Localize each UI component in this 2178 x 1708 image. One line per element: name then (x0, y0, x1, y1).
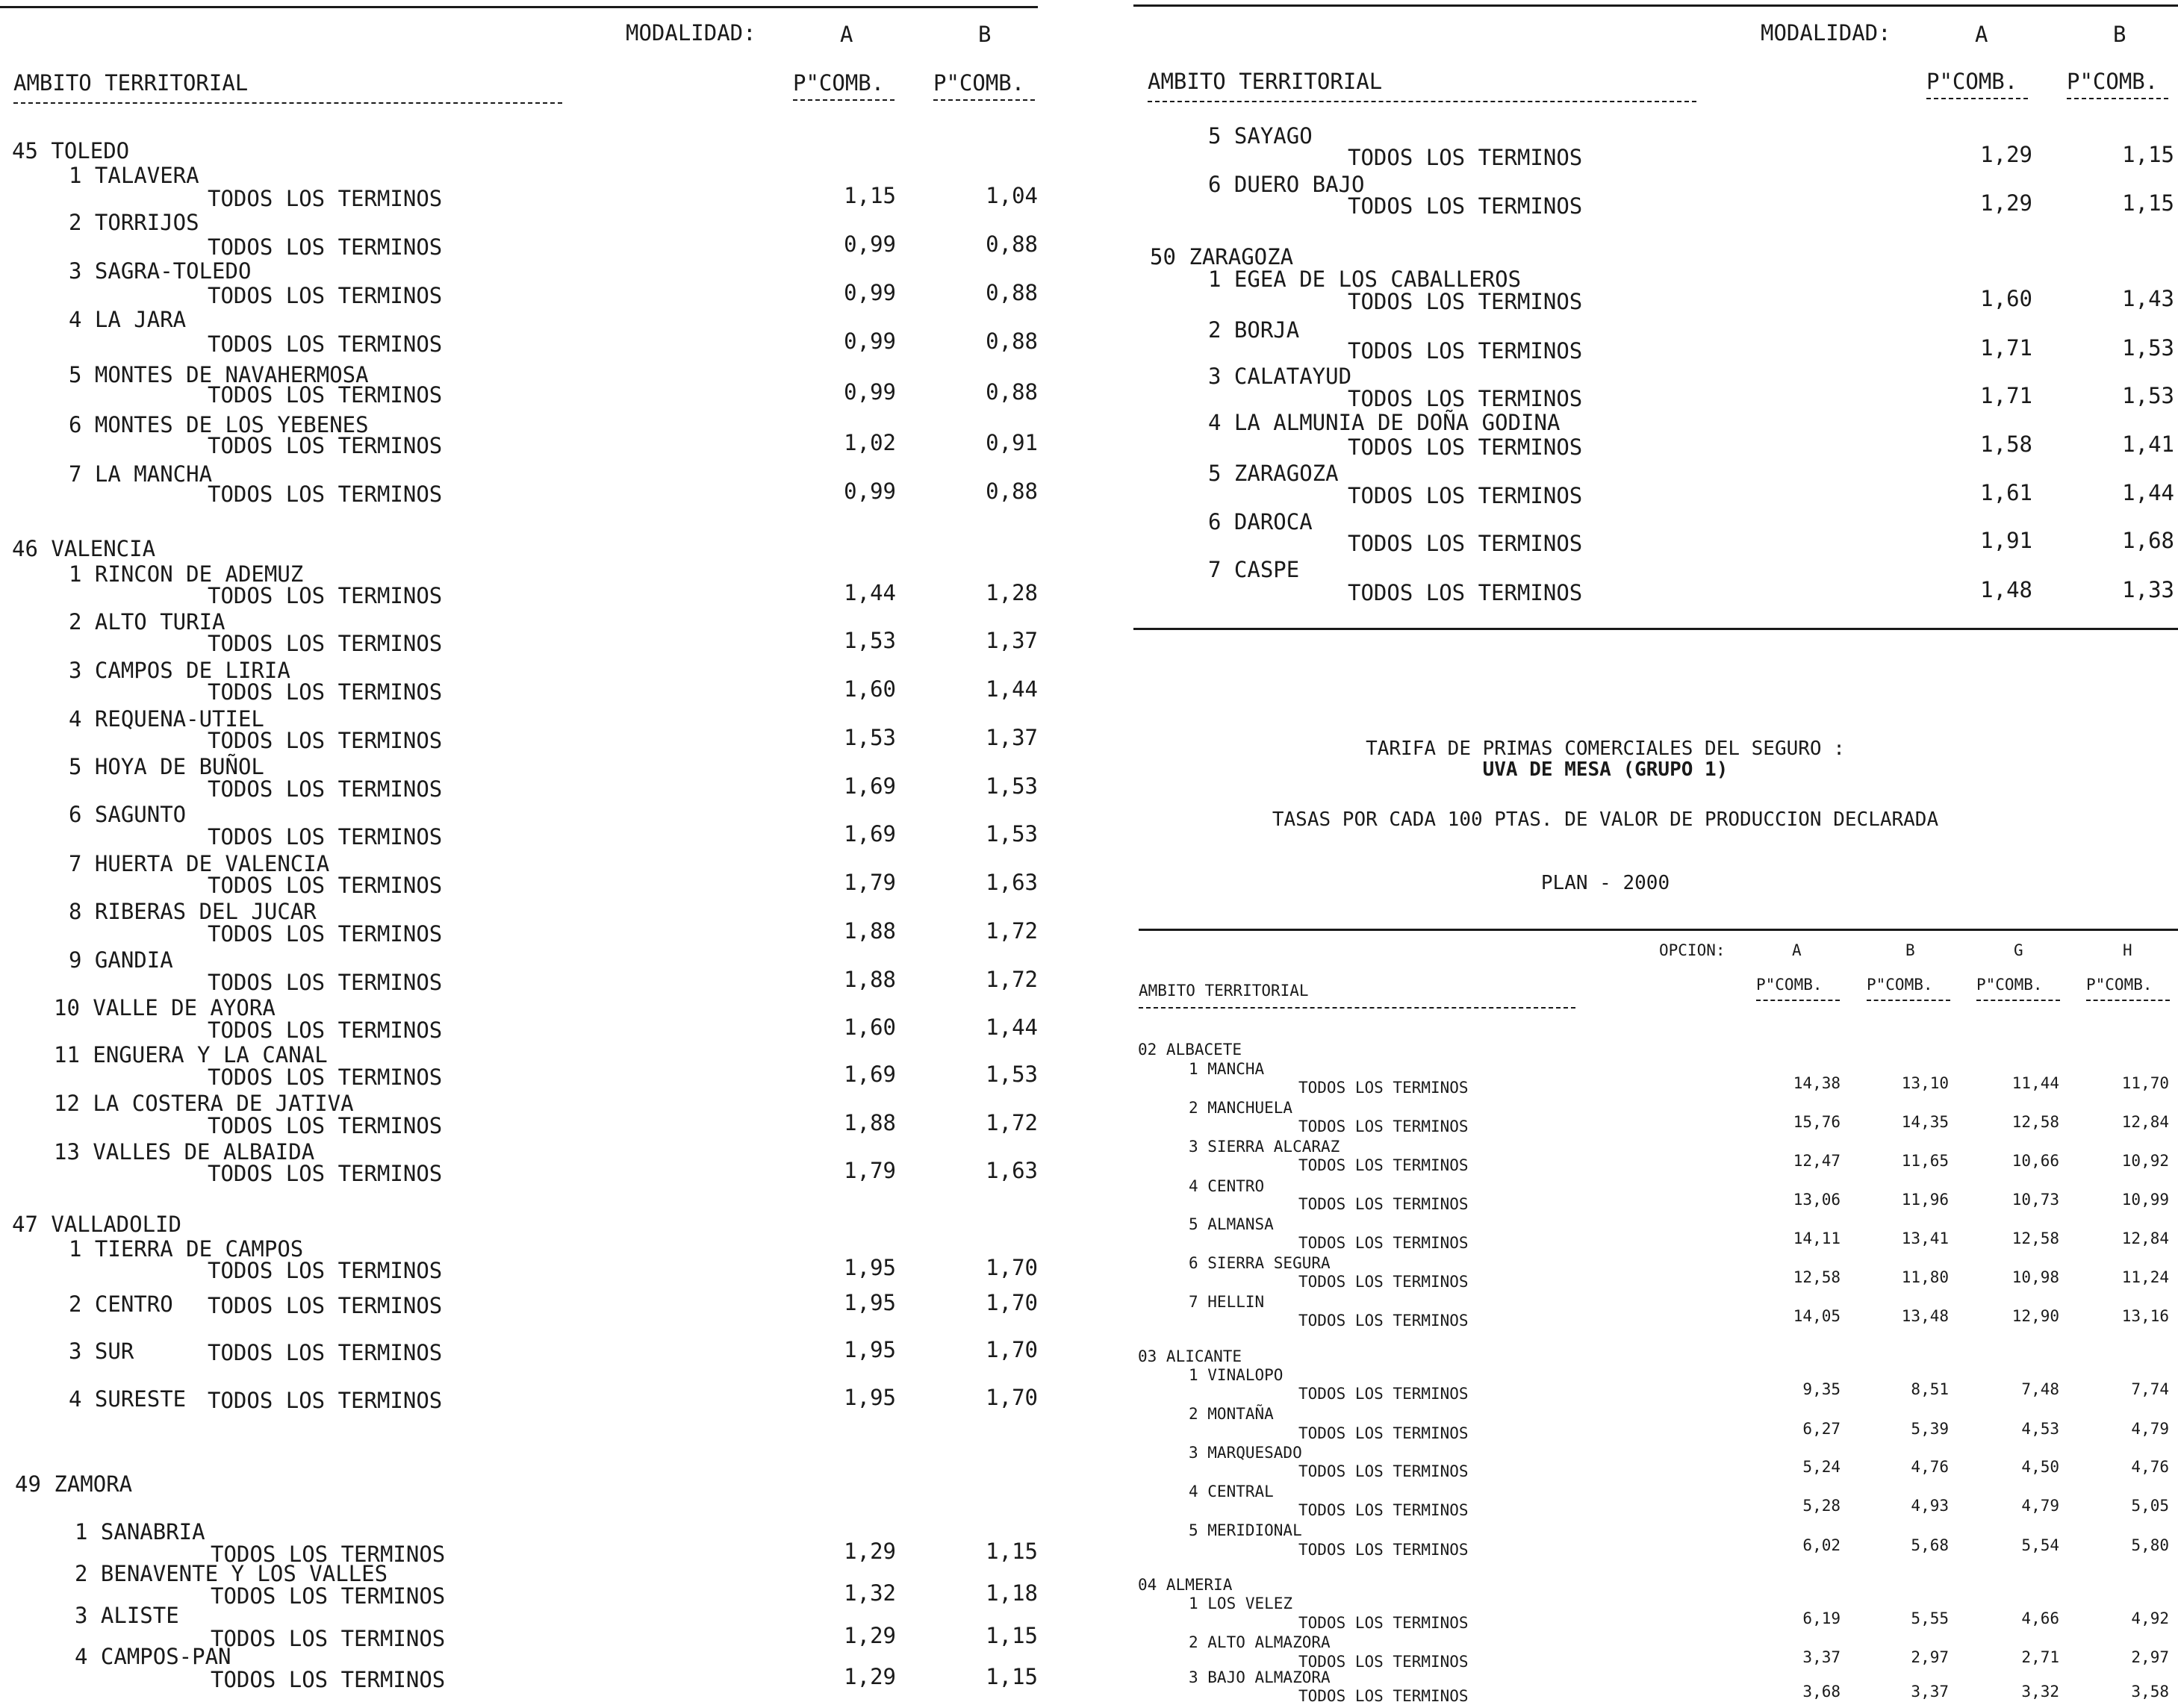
value-a: 1,29 (1980, 142, 2032, 167)
terms-label: TODOS LOS TERMINOS (1298, 1079, 1469, 1097)
tarifa-title-line2: UVA DE MESA (GRUPO 1) (1482, 758, 1729, 781)
terms-label: TODOS LOS TERMINOS (208, 1293, 443, 1318)
value-a: 1,91 (1980, 528, 2032, 553)
value-b: 4,93 (1911, 1497, 1949, 1515)
province-name: 47 VALLADOLID (12, 1212, 181, 1237)
ambito-underline (13, 102, 562, 104)
terms-label: TODOS LOS TERMINOS (208, 1258, 443, 1283)
terms-label: TODOS LOS TERMINOS (208, 728, 443, 753)
comarca-name: 3 SUR (69, 1338, 134, 1364)
terms-label: TODOS LOS TERMINOS (208, 824, 443, 850)
comarca-name: 8 RIBERAS DEL JUCAR (69, 899, 317, 924)
value-b: 11,96 (1901, 1191, 1949, 1209)
comarca-name: 4 REQUENA-UTIEL (69, 706, 264, 732)
comarca-name: 4 LA ALMUNIA DE DOÑA GODINA (1208, 410, 1561, 435)
comarca-name: 5 ALMANSA (1189, 1215, 1274, 1233)
value-a: 3,68 (1802, 1683, 1841, 1701)
comarca-name: 7 CASPE (1208, 557, 1300, 582)
comarca-name: 13 VALLES DE ALBAIDA (54, 1139, 315, 1165)
value-b: 1,41 (2122, 431, 2174, 457)
comarca-name: 5 ZARAGOZA (1208, 461, 1339, 486)
value-b: 1,37 (986, 725, 1038, 750)
terms-label: TODOS LOS TERMINOS (208, 331, 443, 357)
value-b: 1,72 (986, 918, 1038, 944)
value-a: 1,61 (1980, 480, 2032, 505)
col-b-label: B (2113, 22, 2126, 47)
value-a: 5,28 (1802, 1497, 1841, 1515)
col-b-header: P"COMB. (1867, 976, 1933, 994)
value-b: 1,70 (986, 1385, 1038, 1410)
value-b: 1,53 (986, 773, 1038, 799)
value-b: 1,53 (986, 1062, 1038, 1087)
value-a: 1,69 (844, 821, 896, 847)
col-a-header: P"COMB. (1756, 976, 1823, 994)
col-a-underline (793, 99, 894, 101)
value-b: 1,15 (2122, 190, 2174, 216)
value-a: 9,35 (1802, 1380, 1841, 1398)
value-a: 0,99 (844, 231, 896, 257)
value-b: 0,88 (986, 328, 1038, 354)
comarca-name: 1 TALAVERA (69, 163, 199, 188)
comarca-name: 6 DUERO BAJO (1208, 172, 1365, 197)
value-b: 0,88 (986, 231, 1038, 257)
value-a: 6,27 (1802, 1420, 1841, 1438)
value-b: 1,53 (986, 821, 1038, 847)
terms-label: TODOS LOS TERMINOS (208, 970, 443, 995)
terms-label: TODOS LOS TERMINOS (1348, 434, 1583, 460)
value-b: 1,44 (986, 676, 1038, 702)
value-a: 1,53 (844, 725, 896, 750)
tarifa-title-line1: TARIFA DE PRIMAS COMERCIALES DEL SEGURO : (1366, 738, 1845, 760)
value-b: 1,04 (986, 183, 1038, 208)
comarca-name: 2 ALTO ALMAZORA (1189, 1633, 1331, 1651)
comarca-name: 3 SIERRA ALCARAZ (1189, 1138, 1340, 1156)
value-b: 13,48 (1901, 1307, 1949, 1325)
col-a-header: P"COMB. (793, 70, 885, 96)
value-b: 1,63 (986, 1158, 1038, 1183)
value-a: 1,71 (1980, 335, 2032, 361)
value-a: 1,58 (1980, 431, 2032, 457)
comarca-name: 2 ALTO TURIA (69, 609, 225, 635)
terms-label: TODOS LOS TERMINOS (208, 186, 443, 211)
comarca-name: 2 MONTAÑA (1189, 1405, 1274, 1423)
value-b: 1,37 (986, 628, 1038, 653)
value-b: 3,37 (1911, 1683, 1949, 1701)
terms-label: TODOS LOS TERMINOS (208, 1388, 443, 1413)
col-b-underline (933, 99, 1035, 101)
terms-label: TODOS LOS TERMINOS (1298, 1424, 1469, 1442)
terms-label: TODOS LOS TERMINOS (208, 583, 443, 608)
terms-label: TODOS LOS TERMINOS (1348, 531, 1583, 556)
value-a: 12,58 (1793, 1268, 1841, 1286)
value-h: 13,16 (2121, 1307, 2169, 1325)
comarca-name: 1 RINCON DE ADEMUZ (69, 561, 304, 587)
comarca-name: 6 MONTES DE LOS YEBENES (69, 412, 369, 437)
value-g: 2,71 (2021, 1648, 2059, 1666)
comarca-name: 3 MARQUESADO (1189, 1444, 1302, 1462)
value-b: 0,88 (986, 280, 1038, 305)
comarca-name: 3 ALISTE (75, 1603, 179, 1628)
value-h: 11,70 (2121, 1074, 2169, 1092)
terms-label: TODOS LOS TERMINOS (208, 1113, 443, 1138)
terms-label: TODOS LOS TERMINOS (1348, 580, 1583, 605)
value-g: 4,66 (2021, 1609, 2059, 1627)
comarca-name: 7 LA MANCHA (69, 461, 213, 487)
value-b: 1,70 (986, 1290, 1038, 1315)
terms-label: TODOS LOS TERMINOS (1348, 289, 1583, 314)
comarca-name: 6 SAGUNTO (69, 802, 187, 827)
col-b-label: B (978, 22, 992, 47)
col-b-underline (2067, 98, 2168, 99)
terms-label: TODOS LOS TERMINOS (208, 382, 443, 408)
comarca-name: 4 CENTRAL (1189, 1483, 1274, 1500)
value-a: 5,24 (1802, 1458, 1841, 1476)
comarca-name: 4 CAMPOS-PAN (75, 1644, 231, 1669)
terms-label: TODOS LOS TERMINOS (1298, 1385, 1469, 1403)
value-a: 1,95 (844, 1337, 896, 1362)
value-b: 1,70 (986, 1255, 1038, 1280)
value-h: 2,97 (2131, 1648, 2169, 1666)
value-h: 10,99 (2121, 1191, 2169, 1209)
col-b-underline (1867, 1000, 1950, 1001)
col-b-header: P"COMB. (2067, 69, 2159, 94)
value-a: 6,02 (1802, 1536, 1841, 1554)
comarca-name: 11 ENGUERA Y LA CANAL (54, 1042, 328, 1068)
terms-label: TODOS LOS TERMINOS (1298, 1614, 1469, 1632)
terms-label: TODOS LOS TERMINOS (1298, 1234, 1469, 1252)
value-a: 14,11 (1793, 1229, 1841, 1247)
value-a: 14,38 (1793, 1074, 1841, 1092)
value-a: 1,79 (844, 1158, 896, 1183)
value-b: 5,39 (1911, 1420, 1949, 1438)
value-a: 1,48 (1980, 577, 2032, 602)
province-name: 50 ZARAGOZA (1150, 244, 1294, 269)
value-b: 13,10 (1901, 1074, 1949, 1092)
comarca-name: 1 VINALOPO (1189, 1366, 1284, 1384)
col-a-label: A (1792, 941, 1802, 959)
terms-label: TODOS LOS TERMINOS (208, 1017, 443, 1043)
value-b: 1,33 (2122, 577, 2174, 602)
value-b: 0,88 (986, 379, 1038, 405)
province-name: 04 ALMERIA (1138, 1576, 1233, 1594)
value-g: 10,66 (2011, 1152, 2059, 1170)
value-a: 13,06 (1793, 1191, 1841, 1209)
value-a: 1,69 (844, 1062, 896, 1087)
value-h: 4,79 (2131, 1420, 2169, 1438)
ambito-header: AMBITO TERRITORIAL (13, 70, 249, 96)
terms-label: TODOS LOS TERMINOS (1298, 1462, 1469, 1480)
opcion-label: OPCION: (1659, 941, 1726, 959)
terms-label: TODOS LOS TERMINOS (208, 481, 443, 507)
value-b: 5,68 (1911, 1536, 1949, 1554)
comarca-name: 5 MERIDIONAL (1189, 1521, 1302, 1539)
value-a: 1,53 (844, 628, 896, 653)
value-b: 1,43 (2122, 286, 2174, 311)
comarca-name: 4 SURESTE (69, 1386, 187, 1412)
value-a: 1,29 (844, 1664, 896, 1689)
col-h-header: P"COMB. (2086, 976, 2153, 994)
value-a: 1,88 (844, 967, 896, 992)
value-a: 1,29 (844, 1539, 896, 1564)
comarca-name: 2 BORJA (1208, 317, 1300, 343)
terms-label: TODOS LOS TERMINOS (1298, 1195, 1469, 1213)
value-g: 12,58 (2011, 1113, 2059, 1131)
province-name: 46 VALENCIA (12, 536, 156, 561)
comarca-name: 2 CENTRO (69, 1291, 173, 1317)
value-a: 1,60 (1980, 286, 2032, 311)
value-b: 1,44 (986, 1014, 1038, 1040)
comarca-name: 6 SIERRA SEGURA (1189, 1254, 1331, 1272)
value-h: 5,05 (2131, 1497, 2169, 1515)
value-a: 0,99 (844, 280, 896, 305)
value-a: 1,02 (844, 430, 896, 455)
comarca-name: 5 HOYA DE BUÑOL (69, 754, 264, 779)
col-b-header: P"COMB. (933, 70, 1025, 96)
col-a-underline (1756, 1000, 1840, 1001)
comarca-name: 10 VALLE DE AYORA (54, 995, 276, 1020)
value-b: 1,28 (986, 580, 1038, 605)
value-a: 1,79 (844, 870, 896, 895)
comarca-name: 5 SAYAGO (1208, 123, 1313, 149)
terms-label: TODOS LOS TERMINOS (1298, 1312, 1469, 1330)
col-h-label: H (2123, 941, 2132, 959)
value-g: 10,73 (2011, 1191, 2059, 1209)
comarca-name: 1 TIERRA DE CAMPOS (69, 1236, 304, 1262)
ambito-underline (1148, 101, 1696, 102)
ambito-underline (1139, 1007, 1575, 1009)
terms-label: TODOS LOS TERMINOS (1298, 1273, 1469, 1291)
value-a: 1,60 (844, 1014, 896, 1040)
value-g: 12,58 (2011, 1229, 2059, 1247)
col-g-underline (1976, 1000, 2060, 1001)
modalidad-label: MODALIDAD: (626, 20, 756, 46)
value-b: 14,35 (1901, 1113, 1949, 1131)
value-b: 1,53 (2122, 335, 2174, 361)
comarca-name: 4 CENTRO (1189, 1177, 1265, 1195)
terms-label: TODOS LOS TERMINOS (208, 679, 443, 705)
terms-label: TODOS LOS TERMINOS (208, 873, 443, 898)
top-rule (1139, 929, 2178, 931)
comarca-name: 3 CALATAYUD (1208, 364, 1352, 389)
value-h: 4,76 (2131, 1458, 2169, 1476)
value-h: 11,24 (2121, 1268, 2169, 1286)
value-b: 1,63 (986, 870, 1038, 895)
value-h: 4,92 (2131, 1609, 2169, 1627)
comarca-name: 2 TORRIJOS (69, 210, 199, 235)
col-g-label: G (2014, 941, 2023, 959)
comarca-name: 3 BAJO ALMAZORA (1189, 1668, 1331, 1686)
value-g: 4,79 (2021, 1497, 2059, 1515)
value-g: 3,32 (2021, 1683, 2059, 1701)
value-a: 1,95 (844, 1385, 896, 1410)
ambito-header: AMBITO TERRITORIAL (1148, 69, 1383, 94)
comarca-name: 1 MANCHA (1189, 1060, 1265, 1078)
comarca-name: 6 DAROCA (1208, 509, 1313, 534)
terms-label: TODOS LOS TERMINOS (1348, 193, 1583, 219)
value-h: 5,80 (2131, 1536, 2169, 1554)
value-b: 1,15 (986, 1664, 1038, 1689)
terms-label: TODOS LOS TERMINOS (211, 1667, 446, 1692)
comarca-name: 1 EGEA DE LOS CABALLEROS (1208, 267, 1522, 292)
value-a: 1,32 (844, 1580, 896, 1606)
value-a: 12,47 (1793, 1152, 1841, 1170)
value-a: 3,37 (1802, 1648, 1841, 1666)
value-a: 1,88 (844, 918, 896, 944)
comarca-name: 2 BENAVENTE Y LOS VALLES (75, 1561, 388, 1586)
value-b: 5,55 (1911, 1609, 1949, 1627)
col-a-header: P"COMB. (1926, 69, 2018, 94)
value-b: 1,72 (986, 967, 1038, 992)
value-g: 5,54 (2021, 1536, 2059, 1554)
value-a: 0,99 (844, 479, 896, 504)
comarca-name: 1 LOS VELEZ (1189, 1595, 1293, 1612)
terms-label: TODOS LOS TERMINOS (208, 283, 443, 308)
terms-label: TODOS LOS TERMINOS (211, 1626, 446, 1651)
value-g: 4,50 (2021, 1458, 2059, 1476)
top-rule (0, 6, 1038, 8)
value-g: 10,98 (2011, 1268, 2059, 1286)
province-name: 45 TOLEDO (12, 138, 130, 163)
bottom-rule (1133, 628, 2178, 630)
comarca-name: 1 SANABRIA (75, 1519, 205, 1545)
value-a: 15,76 (1793, 1113, 1841, 1131)
terms-label: TODOS LOS TERMINOS (208, 631, 443, 656)
value-g: 4,53 (2021, 1420, 2059, 1438)
value-b: 13,41 (1901, 1229, 1949, 1247)
value-b: 11,65 (1901, 1152, 1949, 1170)
value-h: 7,74 (2131, 1380, 2169, 1398)
value-a: 1,60 (844, 676, 896, 702)
value-b: 4,76 (1911, 1458, 1949, 1476)
value-h: 3,58 (2131, 1683, 2169, 1701)
value-b: 1,72 (986, 1110, 1038, 1135)
comarca-name: 3 CAMPOS DE LIRIA (69, 658, 290, 683)
value-a: 1,95 (844, 1255, 896, 1280)
terms-label: TODOS LOS TERMINOS (208, 1161, 443, 1186)
value-a: 6,19 (1802, 1609, 1841, 1627)
value-a: 0,99 (844, 379, 896, 405)
col-a-underline (1926, 98, 2028, 99)
value-a: 1,15 (844, 183, 896, 208)
value-g: 7,48 (2021, 1380, 2059, 1398)
terms-label: TODOS LOS TERMINOS (211, 1583, 446, 1609)
tarifa-subtitle: TASAS POR CADA 100 PTAS. DE VALOR DE PRODUCCION DECLARADA (1272, 808, 1939, 831)
ambito-header: AMBITO TERRITORIAL (1139, 982, 1309, 1000)
value-b: 1,44 (2122, 480, 2174, 505)
province-name: 02 ALBACETE (1138, 1041, 1242, 1059)
comarca-name: 7 HUERTA DE VALENCIA (69, 851, 330, 876)
value-a: 1,88 (844, 1110, 896, 1135)
comarca-name: 12 LA COSTERA DE JATIVA (54, 1091, 354, 1116)
value-b: 2,97 (1911, 1648, 1949, 1666)
terms-label: TODOS LOS TERMINOS (1348, 145, 1583, 170)
value-b: 1,53 (2122, 383, 2174, 408)
value-g: 11,44 (2011, 1074, 2059, 1092)
value-a: 1,95 (844, 1290, 896, 1315)
terms-label: TODOS LOS TERMINOS (1298, 1653, 1469, 1671)
terms-label: TODOS LOS TERMINOS (1298, 1687, 1469, 1705)
plan-label: PLAN - 2000 (1540, 872, 1670, 894)
value-a: 1,69 (844, 773, 896, 799)
comarca-name: 5 MONTES DE NAVAHERMOSA (69, 362, 369, 387)
col-a-label: A (840, 22, 853, 47)
value-h: 12,84 (2121, 1113, 2169, 1131)
value-a: 1,44 (844, 580, 896, 605)
col-b-label: B (1905, 941, 1915, 959)
value-b: 1,15 (2122, 142, 2174, 167)
value-a: 1,29 (844, 1623, 896, 1648)
terms-label: TODOS LOS TERMINOS (208, 1340, 443, 1365)
comarca-name: 2 MANCHUELA (1189, 1099, 1293, 1117)
comarca-name: 4 LA JARA (69, 307, 187, 332)
terms-label: TODOS LOS TERMINOS (1348, 386, 1583, 411)
value-b: 1,70 (986, 1337, 1038, 1362)
terms-label: TODOS LOS TERMINOS (1298, 1501, 1469, 1519)
value-b: 1,15 (986, 1623, 1038, 1648)
terms-label: TODOS LOS TERMINOS (208, 921, 443, 947)
value-a: 14,05 (1793, 1307, 1841, 1325)
comarca-name: 3 SAGRA-TOLEDO (69, 258, 252, 284)
province-name: 03 ALICANTE (1138, 1347, 1242, 1365)
value-b: 0,91 (986, 430, 1038, 455)
value-b: 1,18 (986, 1580, 1038, 1606)
province-name: 49 ZAMORA (15, 1471, 133, 1497)
terms-label: TODOS LOS TERMINOS (1298, 1541, 1469, 1559)
terms-label: TODOS LOS TERMINOS (211, 1542, 446, 1567)
col-h-underline (2086, 1000, 2170, 1001)
terms-label: TODOS LOS TERMINOS (1348, 483, 1583, 508)
value-b: 1,68 (2122, 528, 2174, 553)
top-rule (1133, 4, 2178, 7)
value-b: 1,15 (986, 1539, 1038, 1564)
value-h: 12,84 (2121, 1229, 2169, 1247)
terms-label: TODOS LOS TERMINOS (1298, 1118, 1469, 1135)
value-a: 1,29 (1980, 190, 2032, 216)
col-a-label: A (1975, 22, 1988, 47)
terms-label: TODOS LOS TERMINOS (208, 1065, 443, 1090)
terms-label: TODOS LOS TERMINOS (208, 776, 443, 802)
value-b: 8,51 (1911, 1380, 1949, 1398)
value-b: 11,80 (1901, 1268, 1949, 1286)
col-g-header: P"COMB. (1976, 976, 2043, 994)
value-h: 10,92 (2121, 1152, 2169, 1170)
value-a: 0,99 (844, 328, 896, 354)
terms-label: TODOS LOS TERMINOS (1298, 1156, 1469, 1174)
value-g: 12,90 (2011, 1307, 2059, 1325)
comarca-name: 7 HELLIN (1189, 1293, 1265, 1311)
modalidad-label: MODALIDAD: (1761, 20, 1891, 46)
value-a: 1,71 (1980, 383, 2032, 408)
terms-label: TODOS LOS TERMINOS (1348, 338, 1583, 364)
value-b: 0,88 (986, 479, 1038, 504)
comarca-name: 9 GANDIA (69, 947, 173, 973)
terms-label: TODOS LOS TERMINOS (208, 234, 443, 260)
terms-label: TODOS LOS TERMINOS (208, 433, 443, 458)
